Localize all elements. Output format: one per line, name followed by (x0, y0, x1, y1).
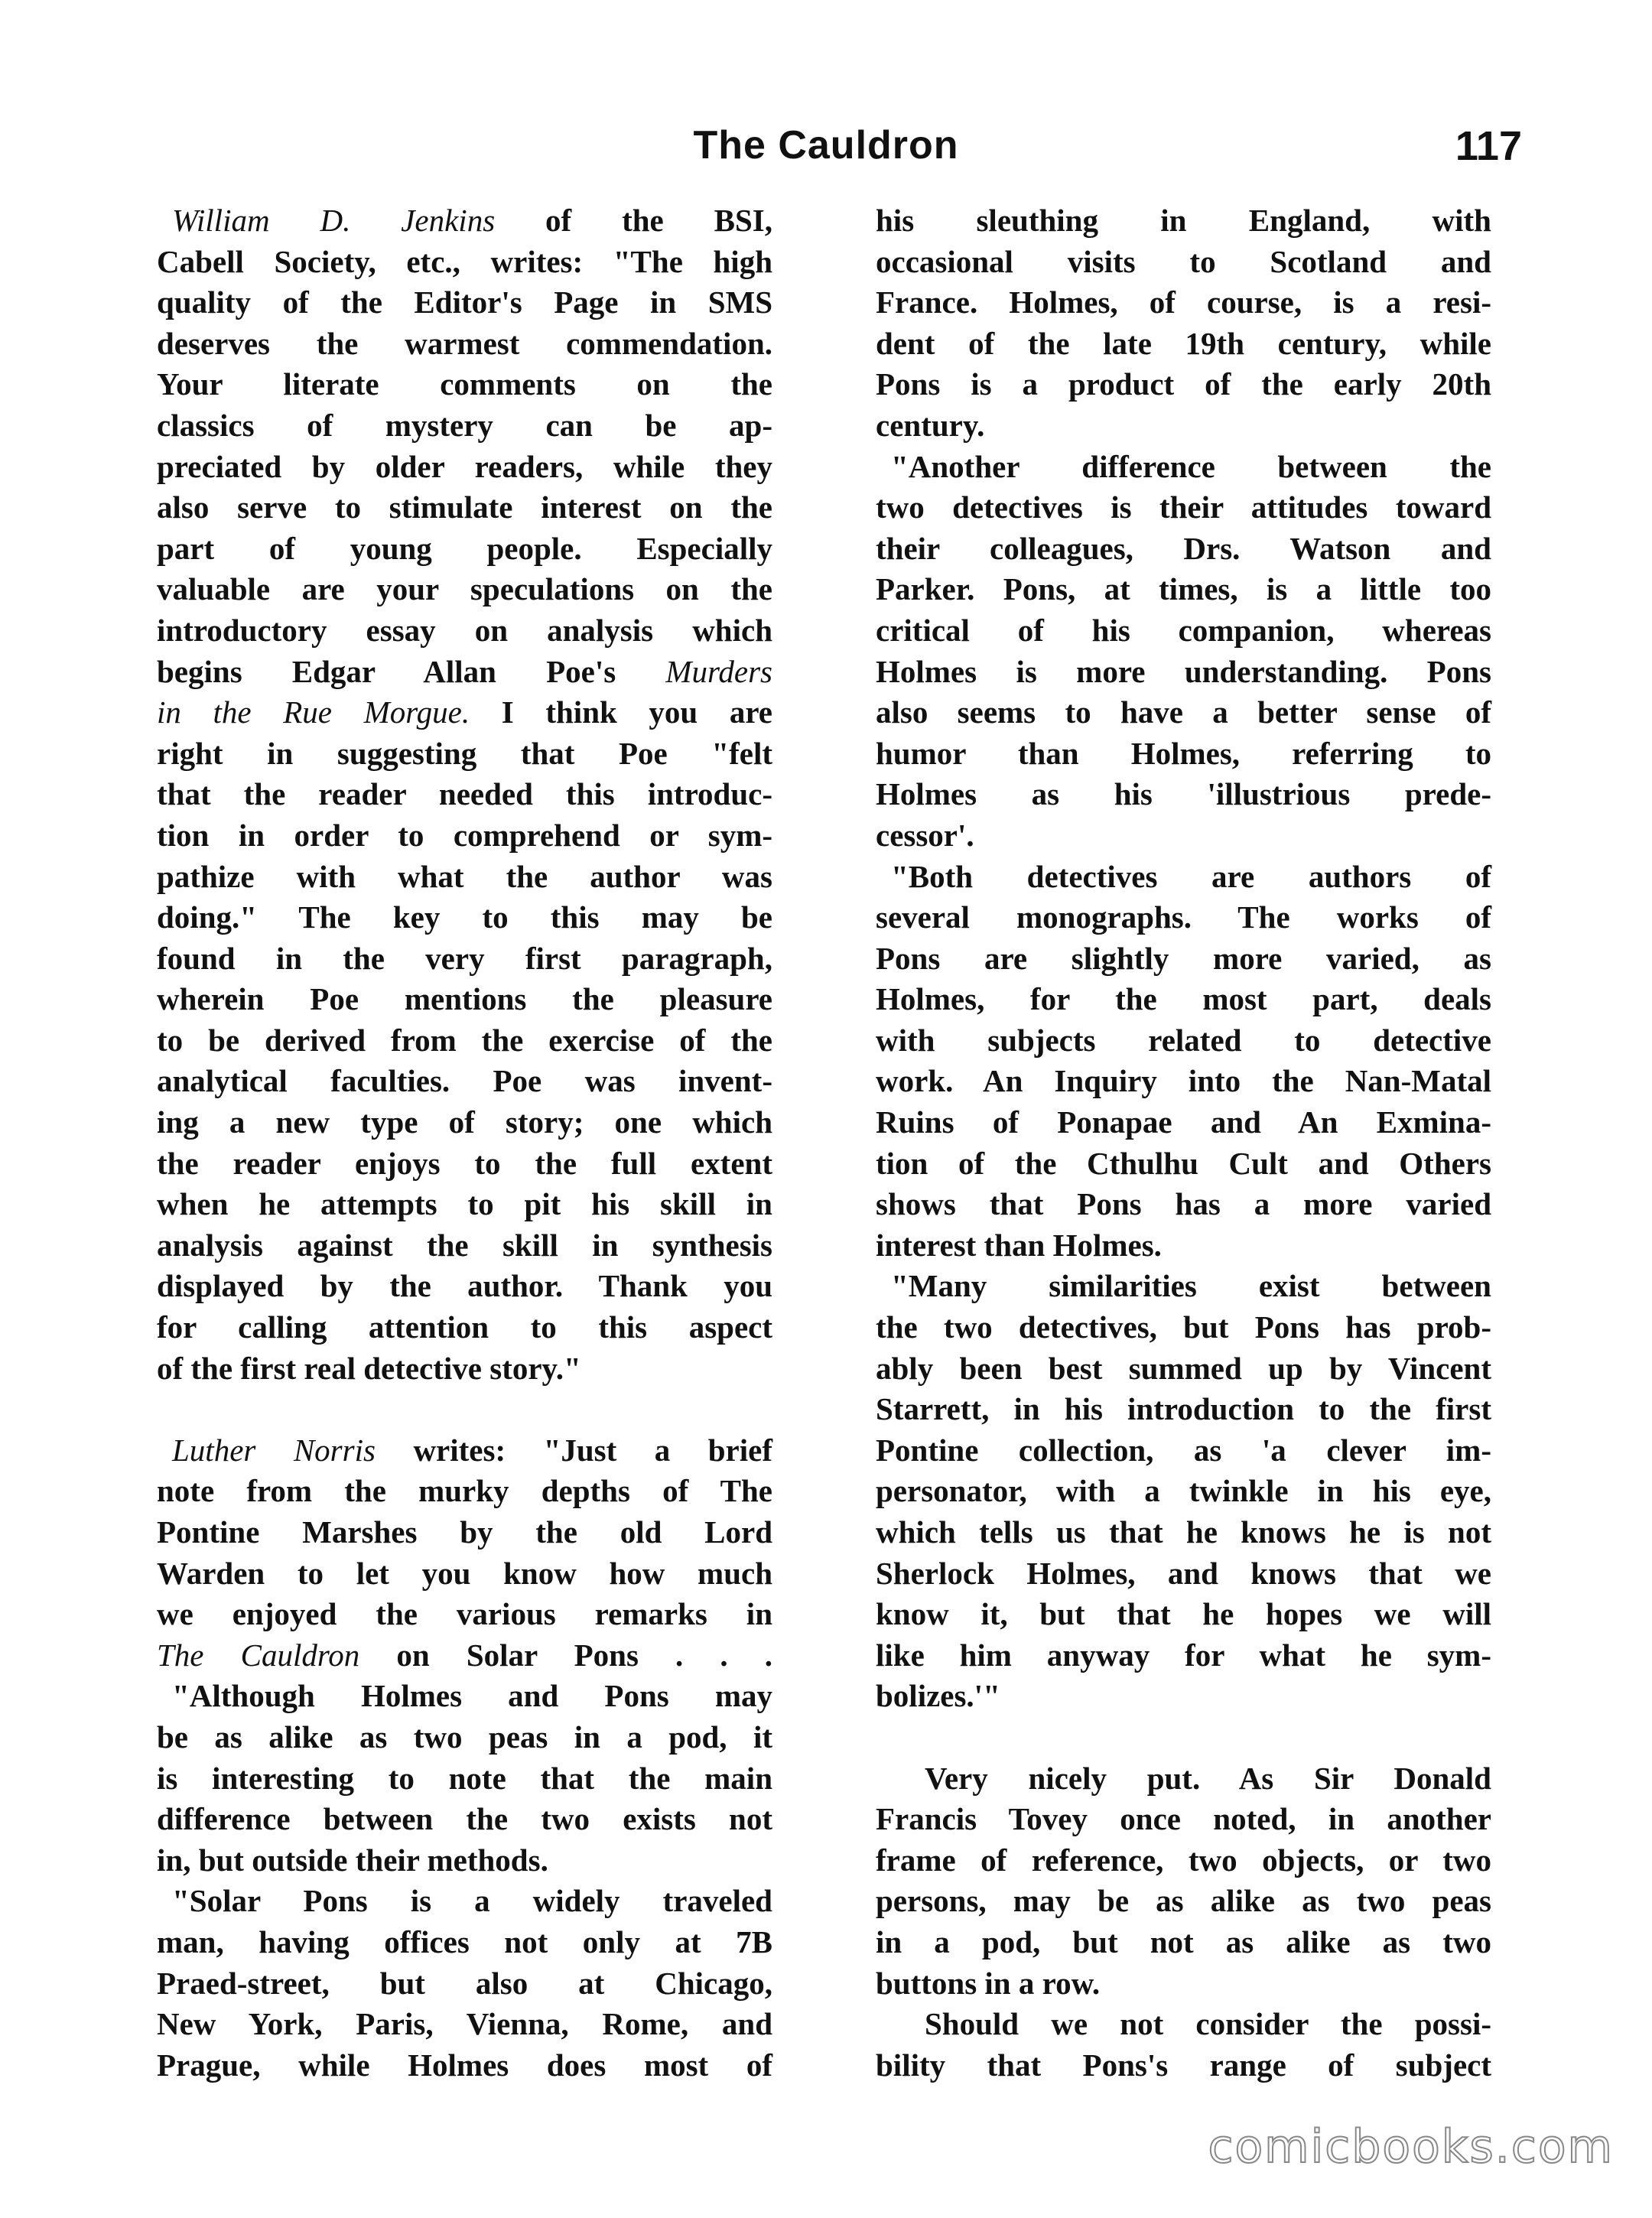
text-line: deserves the warmest commendation. (157, 325, 772, 361)
text-line: New York, Paris, Vienna, Rome, and (157, 2006, 772, 2042)
text-line: with subjects related to detective (876, 1022, 1491, 1058)
text-line: buttons in a row. (876, 1965, 1101, 2001)
text-line: which tells us that he knows he is not (876, 1514, 1491, 1550)
text-line: Holmes is more understanding. Pons (876, 653, 1491, 689)
running-title: The Cauldron (693, 123, 959, 167)
text-line: man, having offices not only at 7B (157, 1924, 772, 1959)
right-column (876, 200, 1491, 2086)
text-line: doing." The key to this may be (157, 899, 772, 935)
text-line: ably been best summed up by Vincent (876, 1350, 1491, 1386)
text-line: cessor'. (876, 817, 974, 853)
text-line: interest than Holmes. (876, 1227, 1162, 1263)
text-line: Prague, while Holmes does most of (157, 2047, 772, 2083)
text-line: work. An Inquiry into the Nan-Matal (876, 1063, 1491, 1099)
paragraph (876, 1266, 1491, 1717)
text-line: dent of the late 19th century, while (876, 325, 1491, 361)
jenkins-letter (157, 200, 772, 1389)
text-line: Starrett, in his introduction to the first (876, 1391, 1491, 1427)
text-line: of the first real detective story." (157, 1350, 581, 1386)
text-line: that the reader needed this introduc- (157, 776, 772, 812)
text-line: right in suggesting that Poe "felt (157, 735, 772, 771)
page-header (0, 122, 1652, 184)
text-line: Warden to let you know how much (157, 1555, 772, 1591)
text-line: Holmes, for the most part, deals (876, 981, 1491, 1017)
text-line: Cabell Society, etc., writes: "The high (157, 243, 772, 279)
text-line: Should we not consider the possi- (925, 2006, 1491, 2042)
text-line: Pontine Marshes by the old Lord (157, 1514, 772, 1550)
text-line: "Many similarities exist between (891, 1268, 1491, 1304)
text-line: several monographs. The works of (876, 899, 1491, 935)
text-line: critical of his companion, whereas (876, 612, 1491, 648)
watermark-logo: comicbooks.com (1208, 2120, 1614, 2174)
paragraph (876, 200, 1491, 447)
text-line: preciated by older readers, while they (157, 448, 772, 484)
text-line: "Solar Pons is a widely traveled (172, 1883, 772, 1919)
text-line: Pontine collection, as 'a clever im- (876, 1432, 1491, 1468)
text-line: his sleuthing in England, with (876, 203, 1491, 238)
text-line: analysis against the skill in synthesis (157, 1227, 772, 1263)
text-line: Holmes as his 'illustrious prede- (876, 776, 1491, 812)
text-line: Francis Tovey once noted, in another (876, 1801, 1491, 1837)
norris-letter (157, 1430, 772, 2086)
text-line: "Both detectives are authors of (891, 858, 1491, 894)
text-line: when he attempts to pit his skill in (157, 1186, 772, 1222)
text-line: wherein Poe mentions the pleasure (157, 981, 772, 1017)
text-line: persons, may be as alike as two peas (876, 1883, 1491, 1919)
editor-reply (876, 1758, 1491, 2086)
text-line: for calling attention to this aspect (157, 1309, 772, 1345)
text-line: the two detectives, but Pons has prob- (876, 1309, 1491, 1345)
text-line: two detectives is their attitudes toward (876, 489, 1491, 525)
text-line: know it, but that he hopes we will (876, 1596, 1491, 1632)
text-line: humor than Holmes, referring to (876, 735, 1491, 771)
text-line: shows that Pons has a more varied (876, 1186, 1491, 1222)
text-line: bolizes.'" (876, 1678, 1000, 1714)
text-line: Parker. Pons, at times, is a little too (876, 571, 1491, 607)
text-line: is interesting to note that the main (157, 1760, 772, 1796)
text-line: quality of the Editor's Page in SMS (157, 285, 772, 320)
text-line: occasional visits to Scotland and (876, 243, 1491, 279)
text-line: pathize with what the author was (157, 858, 772, 894)
text-line: to be derived from the exercise of the (157, 1022, 772, 1058)
paragraph (876, 447, 1491, 857)
text-line: bility that Pons's range of subject (876, 2047, 1491, 2083)
left-column (157, 200, 772, 2086)
text-line: frame of reference, two objects, or two (876, 1842, 1491, 1878)
text-line: in a pod, but not as alike as two (876, 1924, 1491, 1959)
text-line: century. (876, 407, 985, 443)
author-name: Luther Norris (172, 1432, 376, 1468)
text-line: in the Rue Morgue. I think you are (157, 694, 772, 730)
text-line: be as alike as two peas in a pod, it (157, 1719, 772, 1755)
text-line: Praed-street, but also at Chicago, (157, 1965, 772, 2001)
text-line: difference between the two exists not (157, 1801, 772, 1837)
paragraph (876, 857, 1491, 1267)
text-line: "Another difference between the (891, 448, 1491, 484)
text-line: we enjoyed the various remarks in (157, 1596, 772, 1632)
text-line: ing a new type of story; one which (157, 1104, 772, 1140)
text-line: like him anyway for what he sym- (876, 1637, 1491, 1673)
text-line: note from the murky depths of The (157, 1473, 772, 1509)
page-number: 117 (1455, 123, 1522, 169)
text-line: valuable are your speculations on the (157, 571, 772, 607)
text-line: their colleagues, Drs. Watson and (876, 530, 1491, 566)
text-line: in, but outside their methods. (157, 1842, 548, 1878)
text-line: introductory essay on analysis which (157, 612, 772, 648)
text-line: Sherlock Holmes, and knows that we (876, 1555, 1491, 1591)
text-line: Your literate comments on the (157, 366, 772, 402)
text-line: also seems to have a better sense of (876, 694, 1491, 730)
text-line: part of young people. Especially (157, 530, 772, 566)
text-line: The Cauldron on Solar Pons . . . (157, 1637, 772, 1673)
text-line: displayed by the author. Thank you (157, 1268, 772, 1304)
text-line: Luther Norris writes: "Just a brief (172, 1432, 773, 1468)
text-line: William D. Jenkins of the BSI, (172, 203, 772, 238)
text-line: tion in order to comprehend or sym- (157, 817, 772, 853)
text-line: Ruins of Ponapae and An Exmina- (876, 1104, 1491, 1140)
text-line: Pons are slightly more varied, as (876, 940, 1491, 976)
text-line: classics of mystery can be ap- (157, 407, 772, 443)
author-name: William D. Jenkins (172, 203, 496, 238)
text-line: also serve to stimulate interest on the (157, 489, 772, 525)
text-line: the reader enjoys to the full extent (157, 1145, 772, 1181)
text-line: "Although Holmes and Pons may (172, 1678, 772, 1714)
text-line: personator, with a twinkle in his eye, (876, 1473, 1491, 1509)
text-line: Pons is a product of the early 20th (876, 366, 1491, 402)
text-line: Very nicely put. As Sir Donald (925, 1760, 1491, 1796)
text-line: tion of the Cthulhu Cult and Others (876, 1145, 1491, 1181)
text-line: analytical faculties. Poe was invent- (157, 1063, 772, 1099)
text-line: found in the very first paragraph, (157, 940, 772, 976)
text-line: begins Edgar Allan Poe's Murders (157, 653, 772, 689)
text-line: France. Holmes, of course, is a resi- (876, 285, 1491, 320)
